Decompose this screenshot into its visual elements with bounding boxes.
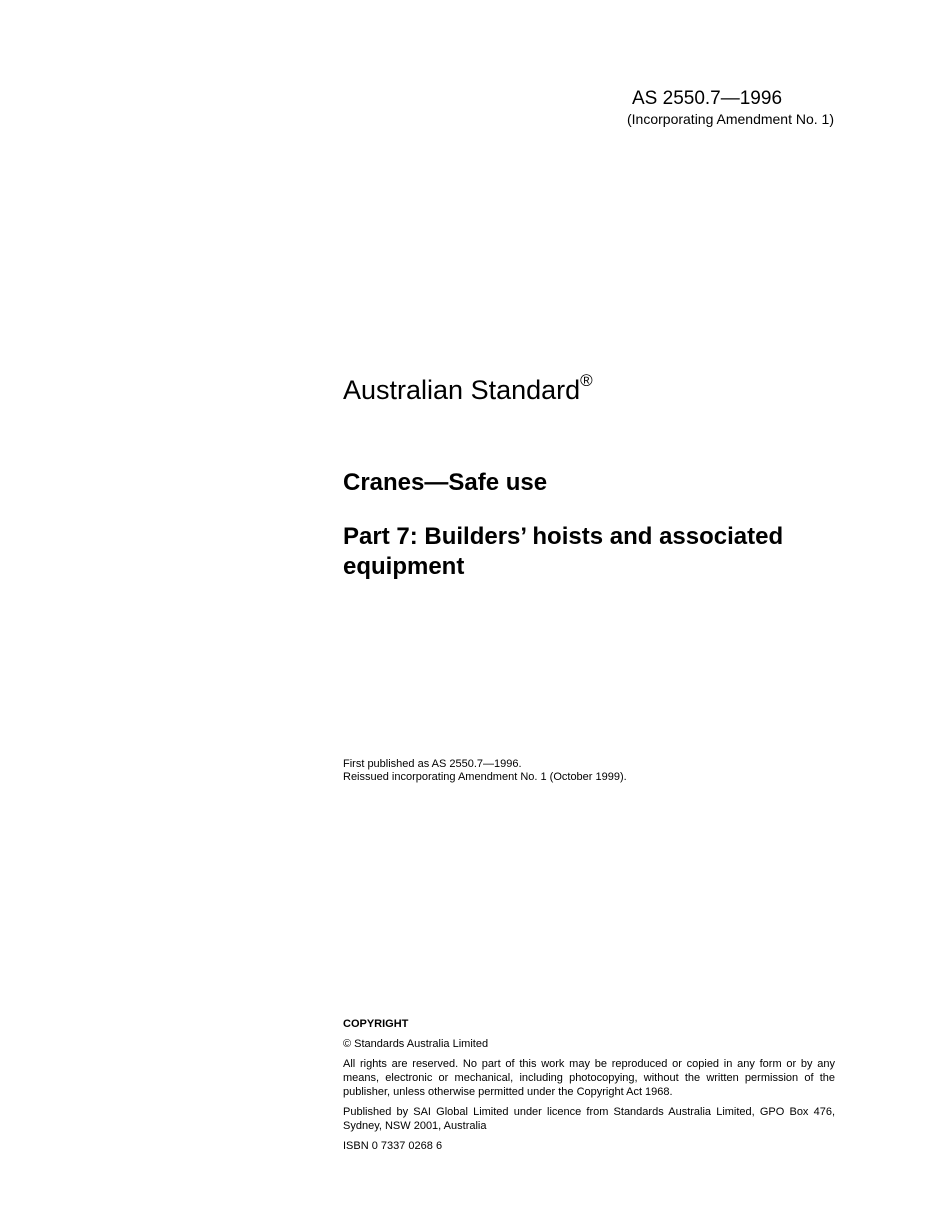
reissued-line: Reissued incorporating Amendment No. 1 (October 1999). xyxy=(343,771,627,783)
publication-history xyxy=(343,758,627,784)
standard-type-label: Australian Standard xyxy=(343,375,581,405)
first-published-line: First published as AS 2550.7—1996. xyxy=(343,758,522,770)
part-title: Part 7: Builders’ hoists and associated equipment xyxy=(343,523,784,580)
standard-number: AS 2550.7—1996 xyxy=(632,88,783,109)
series-title: Cranes—Safe use xyxy=(343,469,548,496)
amendment-note: (Incorporating Amendment No. 1) xyxy=(627,111,834,127)
copyright-owner: © Standards Australia Limited xyxy=(343,1038,489,1050)
copyright-publisher: Published by SAI Global Limited under licence from Standards Australia Limited, GPO Box 476, Sydney, NSW 2001, Australia xyxy=(343,1106,835,1132)
isbn: ISBN 0 7337 0268 6 xyxy=(343,1140,443,1152)
copyright-block xyxy=(343,1017,835,1159)
copyright-heading: COPYRIGHT xyxy=(343,1018,409,1030)
copyright-rights: All rights are reserved. No part of this work may be reproduced or copied in any form or by any means, electronic or mechanical, including photocopying, without the written permission of the publisher, unless otherwise permitted under the Copyright Act 1968. xyxy=(343,1058,835,1098)
registered-mark: ® xyxy=(580,371,593,390)
standard-type-heading xyxy=(343,372,593,408)
